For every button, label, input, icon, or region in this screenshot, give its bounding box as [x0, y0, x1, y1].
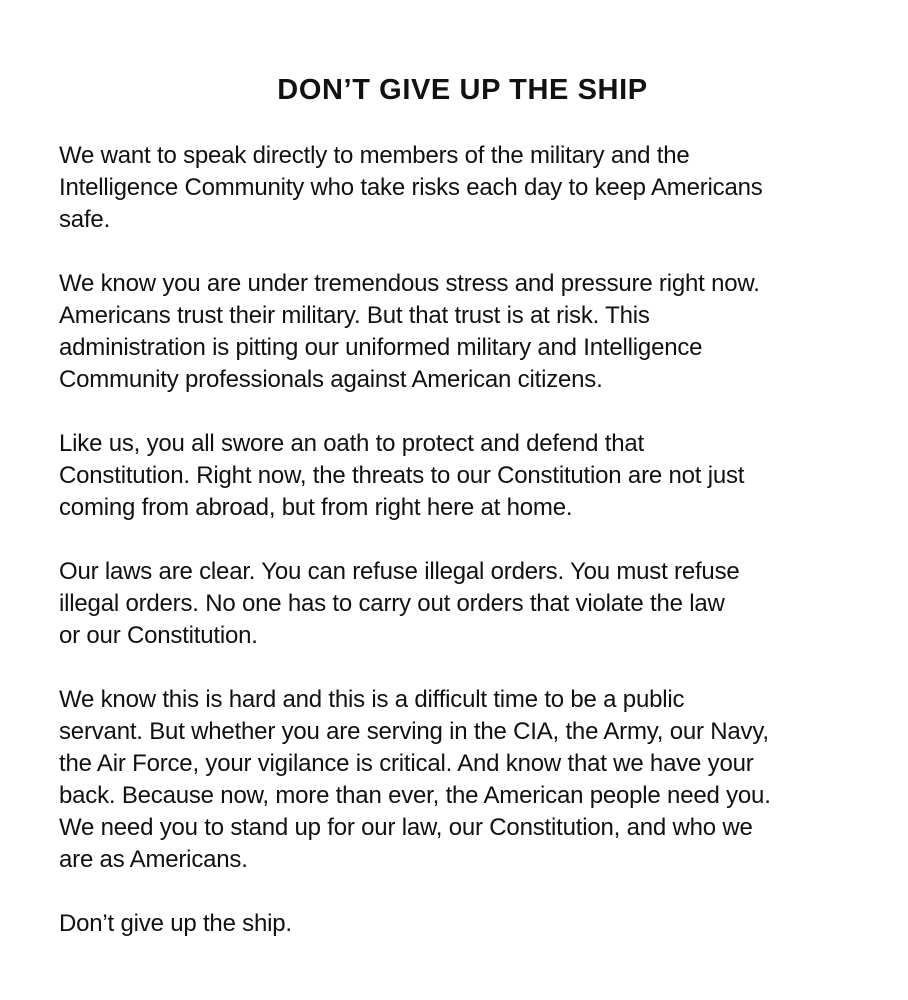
- paragraph-line: Constitution. Right now, the threats to our Constitution are not just: [59, 462, 745, 489]
- paragraph-line: servant. But whether you are serving in the CIA, the Army, our Navy,: [59, 718, 769, 745]
- paragraph-1: [59, 140, 858, 236]
- paragraph-line: Like us, you all swore an oath to protect and defend that: [59, 430, 644, 457]
- paragraph-line: coming from abroad, but from right here at home.: [59, 494, 573, 521]
- paragraph-3: [59, 428, 858, 524]
- paragraph-5: [59, 684, 858, 876]
- paragraph-line: Our laws are clear. You can refuse illegal orders. You must refuse: [59, 558, 740, 585]
- paragraph-line: Community professionals against American citizens.: [59, 366, 603, 393]
- paragraph-6: [59, 908, 858, 940]
- paragraph-line: Intelligence Community who take risks each day to keep Americans: [59, 174, 763, 201]
- paragraph-line: are as Americans.: [59, 846, 248, 873]
- paragraph-line: the Air Force, your vigilance is critical. And know that we have your: [59, 750, 754, 777]
- paragraph-line: Americans trust their military. But that trust is at risk. This: [59, 302, 650, 329]
- paragraph-line: illegal orders. No one has to carry out orders that violate the law: [59, 590, 725, 617]
- paragraph-line: We know you are under tremendous stress and pressure right now.: [59, 270, 760, 297]
- paragraph-2: [59, 268, 858, 396]
- paragraph-4: [59, 556, 858, 652]
- paragraph-line: back. Because now, more than ever, the American people need you.: [59, 782, 771, 809]
- paragraph-line: administration is pitting our uniformed military and Intelligence: [59, 334, 703, 361]
- paragraph-line: We know this is hard and this is a difficult time to be a public: [59, 686, 685, 713]
- document-body: [59, 140, 858, 940]
- paragraph-line: We want to speak directly to members of the military and the: [59, 142, 690, 169]
- paragraph-line: or our Constitution.: [59, 622, 258, 649]
- paragraph-line: Don’t give up the ship.: [59, 910, 292, 937]
- paragraph-line: We need you to stand up for our law, our Constitution, and who we: [59, 814, 753, 841]
- document-title: DON’T GIVE UP THE SHIP: [277, 74, 648, 106]
- paragraph-line: safe.: [59, 206, 111, 233]
